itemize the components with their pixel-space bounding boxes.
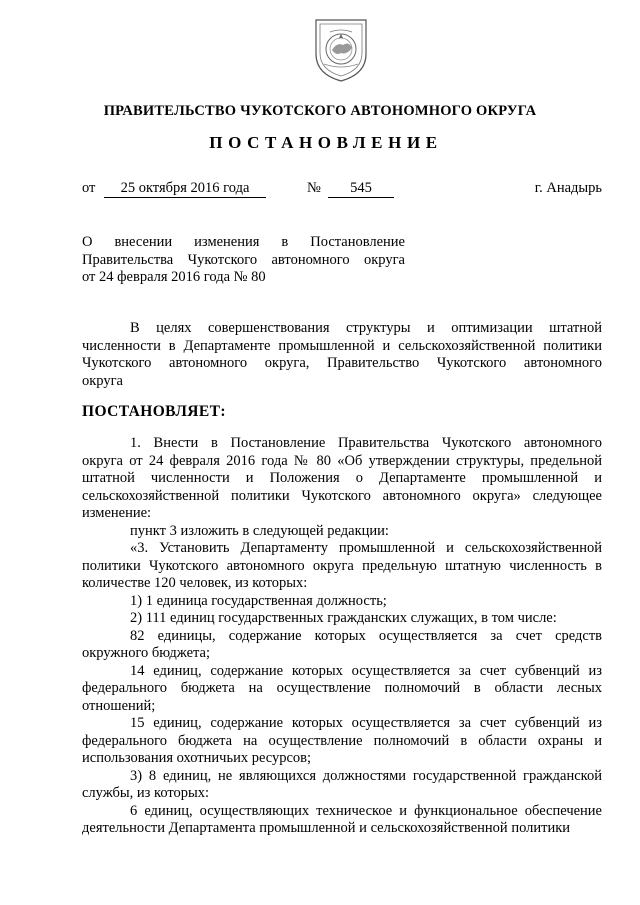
body-line: 14 единиц, содержание которых осуществляется за счет субвенций из bbox=[130, 662, 602, 679]
preamble bbox=[82, 320, 602, 390]
body-line: федерального бюджета на осуществление полномочий в области охраны и bbox=[82, 732, 602, 749]
preamble-line: численности в Департаменте промышленной и сельскохозяйственной политики bbox=[82, 337, 602, 354]
body-line: отношений; bbox=[82, 697, 156, 714]
decree-city: г. Анадырь bbox=[534, 180, 602, 196]
body-line: изменение: bbox=[82, 505, 152, 521]
subject-line: Правительства Чукотского автономного округа bbox=[82, 251, 405, 268]
body-line: пункт 3 изложить в следующей редакции: bbox=[130, 522, 389, 539]
body-line: деятельности Департамента промышленной и сельскохозяйственной политики bbox=[82, 820, 571, 836]
body-line: федерального бюджета на осуществление полномочий в области лесных bbox=[82, 680, 602, 696]
preamble-line: Чукотского автономного округа, Правительство Чукотского автономного bbox=[82, 355, 602, 371]
decree-date: 25 октября 2016 года bbox=[104, 180, 266, 198]
body-line: сельскохозяйственной политики Чукотского автономного округа» следующее bbox=[82, 487, 602, 504]
body-line: 3) 8 единиц, не являющихся должностями государственной гражданской bbox=[130, 767, 602, 784]
body-line: 6 единиц, осуществляющих техническое и функциональное обеспечение bbox=[130, 802, 602, 819]
decree-subject bbox=[82, 234, 405, 287]
decree-title: ПОСТАНОВЛЕНИЕ bbox=[209, 133, 443, 152]
body-line: количестве 120 человек, из которых: bbox=[82, 575, 308, 591]
body-line: службы, из которых: bbox=[82, 785, 210, 801]
preamble-line: округа bbox=[82, 372, 123, 389]
body-line: 1. Внести в Постановление Правительства Чукотского автономного bbox=[130, 435, 602, 451]
number-sign: № bbox=[307, 180, 321, 196]
coat-of-arms-emblem bbox=[312, 14, 370, 84]
decides-heading: ПОСТАНОВЛЯЕТ: bbox=[82, 403, 226, 420]
body-line: штатной численности и Положения о Департаменте промышленной и bbox=[82, 470, 602, 486]
preamble-line: В целях совершенствования структуры и оптимизации штатной bbox=[130, 320, 602, 336]
body-line: политики Чукотского автономного округа предельную штатную численность в bbox=[82, 557, 602, 574]
decree-body bbox=[82, 435, 602, 838]
subject-line: О внесении изменения в Постановление bbox=[82, 234, 405, 250]
body-line: 82 единицы, содержание которых осуществляется за счет средств bbox=[130, 627, 602, 644]
body-line: 2) 111 единиц государственных гражданских служащих, в том числе: bbox=[130, 610, 557, 626]
decree-number: 545 bbox=[328, 180, 394, 198]
decree-meta-row bbox=[82, 180, 602, 200]
body-line: округа от 24 февраля 2016 года № 80 «Об утверждении структуры, предельной bbox=[82, 452, 602, 469]
subject-line: от 24 февраля 2016 года № 80 bbox=[82, 269, 266, 285]
government-title: ПРАВИТЕЛЬСТВО ЧУКОТСКОГО АВТОНОМНОГО ОКРУГА bbox=[103, 103, 537, 119]
body-line: окружного бюджета; bbox=[82, 645, 210, 661]
body-line: «3. Установить Департаменту промышленной и сельскохозяйственной bbox=[130, 540, 602, 556]
body-line: использования охотничьих ресурсов; bbox=[82, 750, 312, 766]
body-line: 1) 1 единица государственная должность; bbox=[130, 592, 387, 609]
date-prefix: от bbox=[82, 180, 96, 196]
body-line: 15 единиц, содержание которых осуществляется за счет субвенций из bbox=[130, 715, 602, 731]
